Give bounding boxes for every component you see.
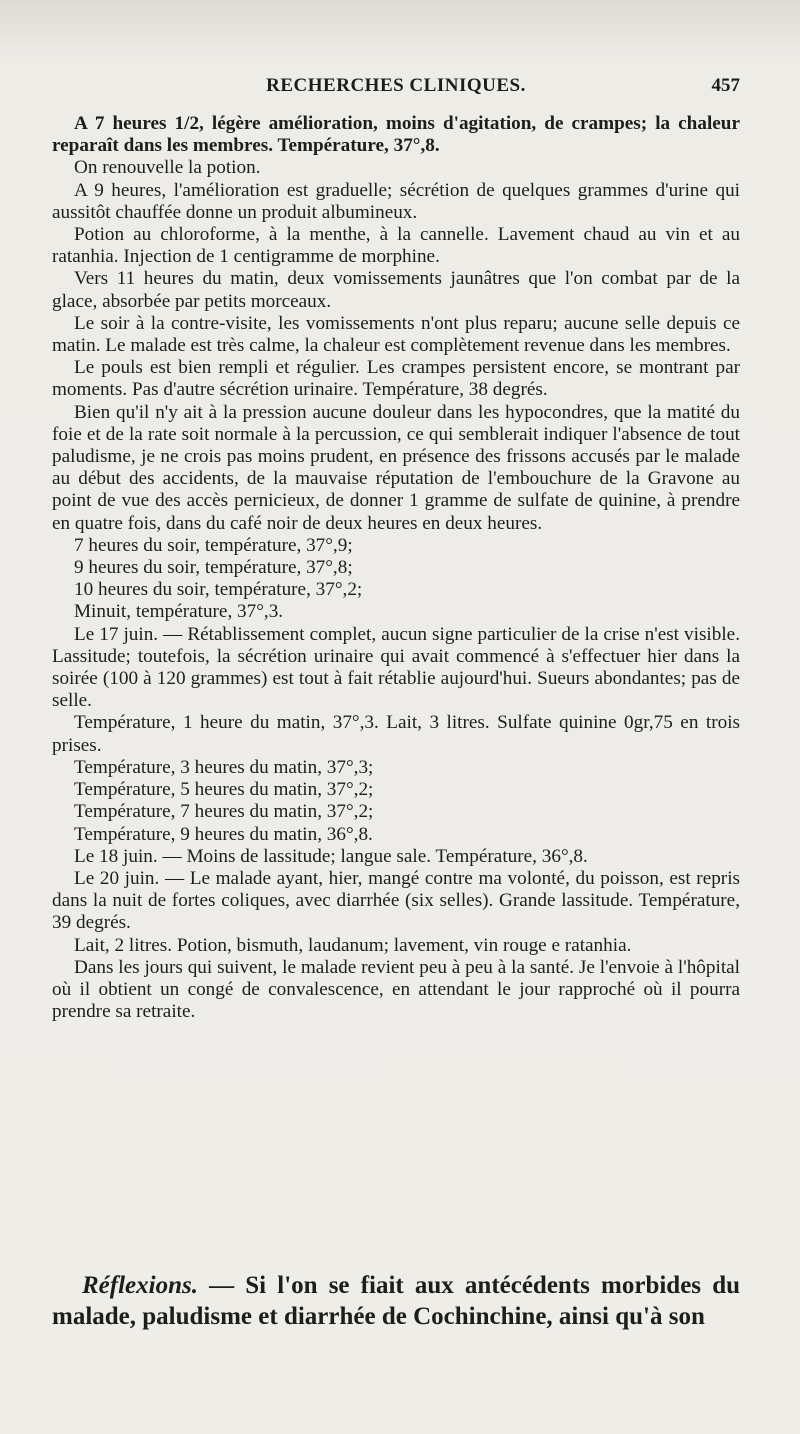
reflexions-text: — Si l'on se fiait aux antécédents morbides du malade, paludisme et diarrhée de Cochinchine, ainsi qu'à son: [52, 1272, 740, 1330]
paragraph: Température, 3 heures du matin, 37°,3;: [74, 756, 374, 778]
paragraph: A 7 heures 1/2, légère amélioration, moins d'agitation, de crampes; la chaleur reparaît dans les membres. Température, 37°,8.: [52, 113, 740, 157]
page-header: [52, 75, 740, 99]
reflexions-section: [52, 1270, 740, 1332]
paragraph: Le 18 juin. — Moins de lassitude; langue sale. Température, 36°,8.: [74, 845, 588, 867]
paragraph: Température, 5 heures du matin, 37°,2;: [74, 779, 374, 801]
paragraph: Dans les jours qui suivent, le malade revient peu à peu à la santé. Je l'envoie à l'hôpital où il obtient un congé de convalescence, en attendant le jour rapproché où il pourra prendre sa retraite.: [52, 956, 740, 1023]
body-text: [52, 113, 740, 1023]
page-number: 457: [711, 75, 740, 96]
paragraph: Vers 11 heures du matin, deux vomissements jaunâtres que l'on combat par de la glace, absorbée par petits morceaux.: [52, 268, 740, 312]
paragraph: Lait, 2 litres. Potion, bismuth, laudanum; lavement, vin rouge e ratanhia.: [74, 934, 632, 956]
paragraph: Température, 1 heure du matin, 37°,3. Lait, 3 litres. Sulfate quinine 0gr,75 en trois prises.: [52, 712, 740, 756]
reflexions-heading: Réflexions.: [82, 1272, 198, 1299]
paragraph: Le soir à la contre-visite, les vomissements n'ont plus reparu; aucune selle depuis ce matin. Le malade est très calme, la chaleur est complètement revenue dans les membres.: [52, 312, 740, 357]
reflexions-paragraph: [52, 1270, 740, 1332]
paragraph: Minuit, température, 37°,3.: [74, 601, 284, 623]
running-title: RECHERCHES CLINIQUES.: [266, 75, 526, 96]
paragraph: Le pouls est bien rempli et régulier. Les crampes persistent encore, se montrant par moments. Pas d'autre sécrétion urinaire. Température, 38 degrés.: [52, 357, 740, 401]
paragraph: A 9 heures, l'amélioration est graduelle; sécrétion de quelques grammes d'urine qui aussitôt chauffée donne un produit albumineux.: [52, 179, 740, 223]
paragraph: Le 20 juin. — Le malade ayant, hier, mangé contre ma volonté, du poisson, est repris dans la nuit de fortes coliques, avec diarrhée (six selles). Grande lassitude. Température, 39 degrés.: [52, 867, 740, 934]
paragraph: 7 heures du soir, température, 37°,9;: [74, 534, 353, 556]
paragraph: Potion au chloroforme, à la menthe, à la cannelle. Lavement chaud au vin et au ratanhia. Injection de 1 centigramme de morphine.: [52, 224, 740, 268]
paragraph: 10 heures du soir, température, 37°,2;: [74, 579, 363, 601]
paragraph: Température, 7 heures du matin, 37°,2;: [74, 801, 374, 823]
paragraph: Bien qu'il n'y ait à la pression aucune douleur dans les hypocondres, que la matité du foie et de la rate soit normale à la percussion, ce qui semblerait indiquer l'absence de tout paludisme, je ne crois pas moins prudent, en présence des frissons accusés par le malade au début des accidents, de la mauvaise réputation de l'embouchure de la Gravone au point de vue des accès pernicieux, de donner 1 gramme de sulfate de quinine, à prendre en quatre fois, dans du café noir de deux heures en deux heures.: [52, 401, 740, 534]
paragraph: 9 heures du soir, température, 37°,8;: [74, 557, 353, 579]
paragraph: On renouvelle la potion.: [74, 157, 261, 179]
paragraph: Le 17 juin. — Rétablissement complet, aucun signe particulier de la crise n'est visible. Lassitude; toutefois, la sécrétion urinaire qui avait commencé à s'effectuer hier dans la soirée (100 à 120 grammes) est tout à fait rétablie aujourd'hui. Sueurs abondantes; pas de selle.: [52, 623, 740, 712]
paragraph: Température, 9 heures du matin, 36°,8.: [74, 823, 373, 845]
